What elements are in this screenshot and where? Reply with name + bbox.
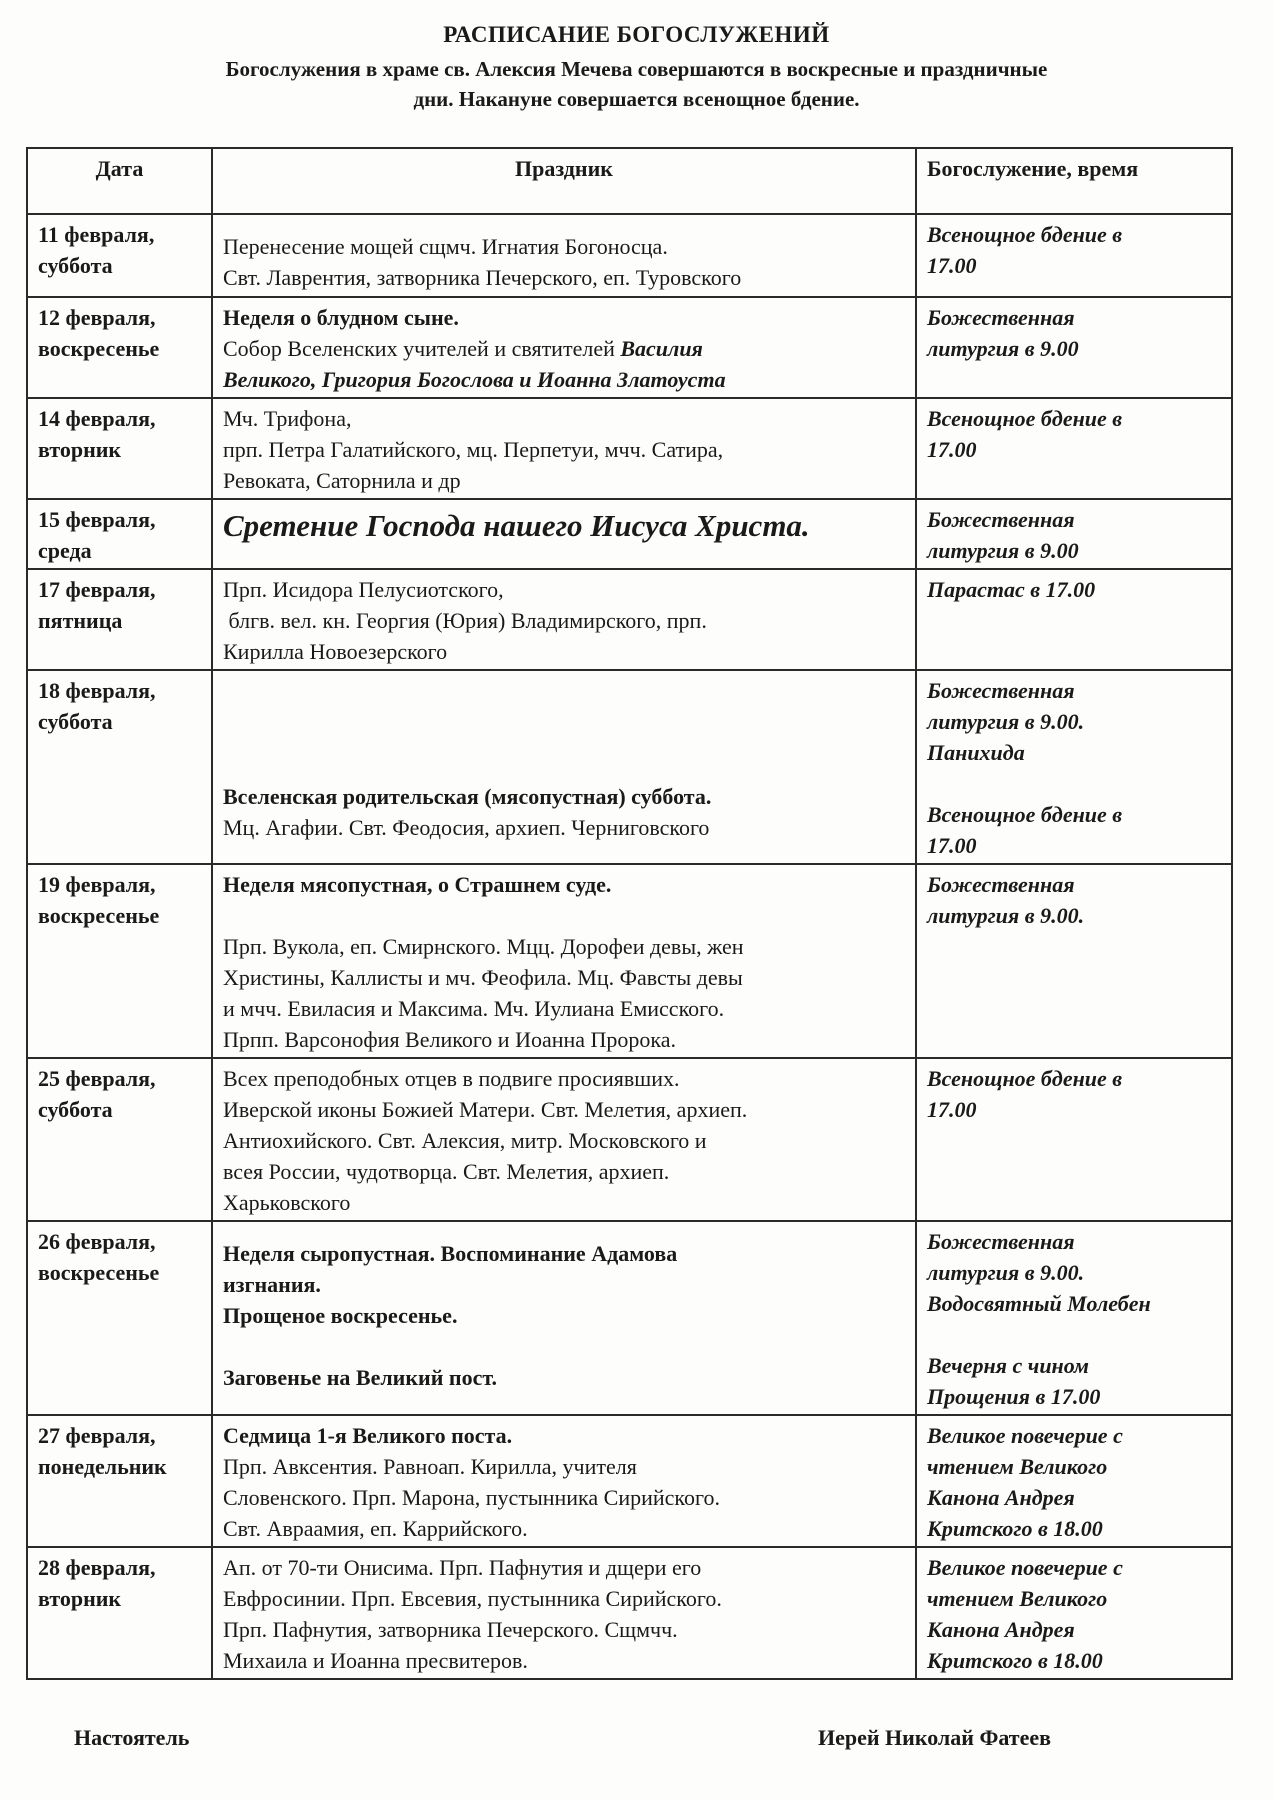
feast-line: Михаила и Иоанна пресвитеров. [223,1648,528,1673]
date-text: 19 февраля, [38,872,156,897]
subtitle-line-1: Богослужения в храме св. Алексия Мечева совершаются в воскресные и праздничные [225,57,1048,81]
weekday-text: среда [38,538,92,563]
date-text: 15 февраля, [38,507,156,532]
feast-line: Перенесение мощей сщмч. Игнатия Богоносца. [223,234,668,259]
table-row [27,670,1232,864]
service-cell [916,1547,1232,1679]
feast-line: Ап. от 70-ти Онисима. Прп. Пафнутия и дщери его [223,1555,702,1580]
subtitle-line-2: дни. Накануне совершается всенощное бдение. [413,87,860,111]
service-line: Всенощное бдение в [927,802,1123,827]
weekday-text: суббота [38,253,113,278]
date-text: 11 февраля, [38,222,155,247]
feast-cell [212,214,916,297]
table-row [27,569,1232,670]
feast-cell [212,1058,916,1221]
service-line: Вечерня с чином [927,1353,1090,1378]
footer-priest-name: Иерей Николай Фатеев [818,1725,1051,1750]
weekday-text: воскресенье [38,1260,160,1285]
service-cell [916,398,1232,499]
feast-line: Прпп. Варсонофия Великого и Иоанна Пророка. [223,1027,677,1052]
date-cell [27,398,212,499]
table-row [27,1058,1232,1221]
feast-cell [212,297,916,398]
service-line: Критского в 18.00 [927,1648,1103,1673]
weekday-text: воскресенье [38,336,160,361]
schedule-table [26,147,1233,1680]
feast-line: Свт. Авраамия, еп. Каррийского. [223,1516,528,1541]
feast-line: Свт. Лаврентия, затворника Печерского, еп. Туровского [223,265,742,290]
feast-line: Мч. Трифона, [223,406,352,431]
feast-line: Прп. Исидора Пелусиотского, [223,577,504,602]
date-cell [27,297,212,398]
service-line: 17.00 [927,1097,977,1122]
footer-rector-label: Настоятель [74,1725,190,1750]
table-header-row [27,148,1232,214]
feast-text: Собор Вселенских учителей и святителей [223,336,621,361]
table-row [27,499,1232,569]
feast-line: Прп. Пафнутия, затворника Печерского. Сщмчч. [223,1617,678,1642]
feast-title: Прощеное воскресенье. [223,1303,458,1328]
service-line: Божественная [927,872,1075,897]
column-header-date: Дата [27,148,212,214]
feast-cell [212,864,916,1058]
service-line: Всенощное бдение в [927,222,1123,247]
service-line: литургия в 9.00. [927,1260,1085,1285]
feast-cell [212,398,916,499]
service-line: Божественная [927,1229,1075,1254]
page-title: РАСПИСАНИЕ БОГОСЛУЖЕНИЙ [443,22,830,47]
service-line: Божественная [927,305,1075,330]
service-spacer [927,768,1221,799]
feast-line [223,333,905,364]
feast-line: Антиохийского. Свт. Алексия, митр. Московского и [223,1128,707,1153]
service-cell [916,297,1232,398]
service-cell [916,499,1232,569]
service-cell [916,864,1232,1058]
date-text: 17 февраля, [38,577,156,602]
feast-line: Ревоката, Саторнила и др [223,468,461,493]
weekday-text: воскресенье [38,903,160,928]
service-line: литургия в 9.00. [927,903,1085,928]
table-row [27,1221,1232,1415]
service-cell [916,1415,1232,1547]
feast-title: Неделя о блудном сыне. [223,305,459,330]
column-header-feast: Праздник [212,148,916,214]
service-line: Канона Андрея [927,1617,1075,1642]
table-row [27,1547,1232,1679]
service-cell [916,569,1232,670]
service-line: литургия в 9.00 [927,336,1079,361]
feast-title: Седмица 1-я Великого поста. [223,1423,513,1448]
table-row [27,1415,1232,1547]
date-text: 25 февраля, [38,1066,156,1091]
service-spacer [927,1319,1221,1350]
date-text: 12 февраля, [38,305,156,330]
feast-line: Прп. Вукола, еп. Смирнского. Мцц. Дорофеи девы, жен [223,934,744,959]
service-line: Всенощное бдение в [927,1066,1123,1091]
feast-emphasis: Василия [620,336,703,361]
service-line: Всенощное бдение в [927,406,1123,431]
service-line: литургия в 9.00. [927,709,1085,734]
weekday-text: пятница [38,608,123,633]
feast-cell [212,569,916,670]
service-line: Канона Андрея [927,1485,1075,1510]
feast-spacer [223,900,905,931]
feast-line: всея России, чудотворца. Свт. Мелетия, архиеп. [223,1159,670,1184]
service-line: чтением Великого [927,1454,1108,1479]
date-text: 27 февраля, [38,1423,156,1448]
weekday-text: вторник [38,437,122,462]
date-cell [27,1547,212,1679]
table-row [27,398,1232,499]
feast-cell [212,499,916,569]
feast-title: Вселенская родительская (мясопустная) суббота. [223,784,712,809]
service-line: Прощения в 17.00 [927,1384,1101,1409]
feast-emphasis: Великого, Григория Богослова и Иоанна Златоуста [223,367,726,392]
service-line: Критского в 18.00 [927,1516,1103,1541]
feast-line: Христины, Каллисты и мч. Феофила. Мц. Фавсты девы [223,965,743,990]
column-header-service: Богослужение, время [916,148,1232,214]
feast-line: Прп. Авксентия. Равноап. Кирилла, учителя [223,1454,637,1479]
weekday-text: суббота [38,1097,113,1122]
date-cell [27,864,212,1058]
service-cell [916,1221,1232,1415]
date-text: 28 февраля, [38,1555,156,1580]
date-cell [27,499,212,569]
feast-line: Словенского. Прп. Марона, пустынника Сирийского. [223,1485,720,1510]
service-line: Великое повечерие с [927,1423,1123,1448]
date-cell [27,214,212,297]
feast-title: Неделя сыропустная. Воспоминание Адамова [223,1241,678,1266]
feast-line: Иверской иконы Божией Матери. Свт. Мелетия, архиеп. [223,1097,748,1122]
feast-line: Всех преподобных отцев в подвиге просиявших. [223,1066,680,1091]
feast-title: Заговенье на Великий пост. [223,1365,497,1390]
service-line: Великое повечерие с [927,1555,1123,1580]
service-line: 17.00 [927,833,977,858]
weekday-text: вторник [38,1586,122,1611]
feast-line: блгв. вел. кн. Георгия (Юрия) Владимирского, прп. [223,608,707,633]
date-text: 18 февраля, [38,678,156,703]
table-row [27,297,1232,398]
feast-line: Харьковского [223,1190,351,1215]
service-line: Водосвятный Молебен [927,1291,1151,1316]
feast-spacer [223,1331,905,1362]
date-cell [27,569,212,670]
service-line: 17.00 [927,253,977,278]
feast-cell [212,670,916,864]
feast-line: прп. Петра Галатийского, мц. Перпетуи, мчч. Сатира, [223,437,724,462]
date-cell [27,670,212,864]
service-line: Парастас в 17.00 [927,577,1096,602]
weekday-text: суббота [38,709,113,734]
page-subtitle [60,54,1213,114]
date-cell [27,1221,212,1415]
service-line: чтением Великого [927,1586,1108,1611]
date-text: 14 февраля, [38,406,156,431]
feast-line: и мчч. Евиласия и Максима. Мч. Иулиана Емисского. [223,996,725,1021]
feast-line: Кирилла Новоезерского [223,639,448,664]
service-line: Панихида [927,740,1025,765]
date-cell [27,1058,212,1221]
date-cell [27,1415,212,1547]
service-line: Божественная [927,678,1075,703]
feast-title: изгнания. [223,1272,321,1297]
service-cell [916,214,1232,297]
feast-line: Мц. Агафии. Свт. Феодосия, архиеп. Черниговского [223,815,710,840]
table-row [27,214,1232,297]
feast-cell [212,1221,916,1415]
feast-great-feast: Сретение Господа нашего Иисуса Христа. [223,508,810,543]
service-line: литургия в 9.00 [927,538,1079,563]
service-line: Божественная [927,507,1075,532]
service-line: 17.00 [927,437,977,462]
feast-title: Неделя мясопустная, о Страшнем суде. [223,872,612,897]
feast-cell [212,1415,916,1547]
table-row [27,864,1232,1058]
date-text: 26 февраля, [38,1229,156,1254]
feast-line: Евфросинии. Прп. Евсевия, пустынника Сирийского. [223,1586,722,1611]
service-cell [916,670,1232,864]
weekday-text: понедельник [38,1454,167,1479]
feast-cell [212,1547,916,1679]
service-cell [916,1058,1232,1221]
